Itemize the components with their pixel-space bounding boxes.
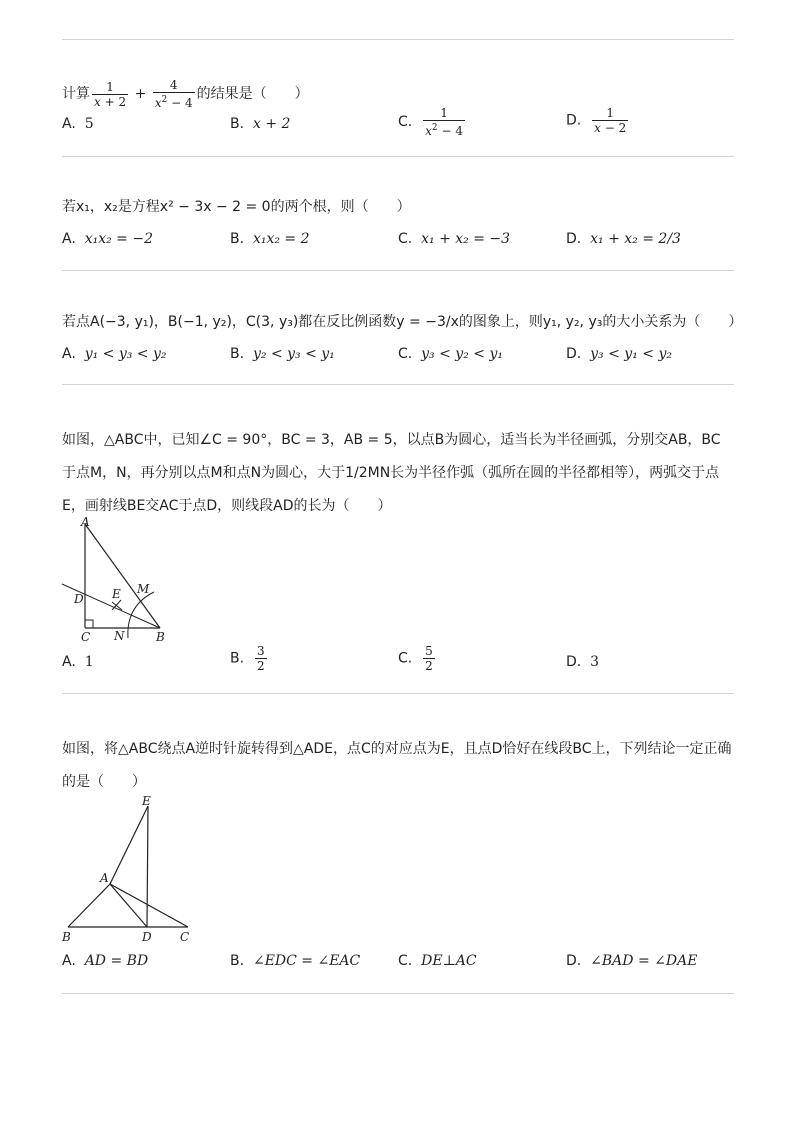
question-2-option-a[interactable]: A. x₁x₂ = −2 [62, 231, 153, 247]
question-5-option-c[interactable]: C. DE⊥AC [398, 953, 477, 969]
label-d: D [74, 592, 84, 606]
question-3-stem: 若点A(−3, y₁)，B(−1, y₂)，C(3, y₃)都在反比例函数y = −3/x的图象上，则y₁, y₂, y₃的大小关系为（ ） [62, 314, 743, 330]
question-3-option-a[interactable]: A. y₁ < y₃ < y₂ [62, 346, 167, 362]
label-b: B [156, 630, 165, 644]
question-4-figure [56, 514, 176, 644]
question-2-stem: 若x₁，x₂是方程x² − 3x − 2 = 0的两个根，则（ ） [62, 199, 411, 215]
question-2-option-d[interactable]: D. x₁ + x₂ = 2/3 [566, 231, 681, 247]
label-e: E [112, 587, 121, 601]
label-e: E [142, 794, 151, 808]
question-4-option-d[interactable]: D. 3 [566, 654, 600, 670]
question-5-option-a[interactable]: A. AD = BD [62, 953, 149, 969]
label-m: M [137, 582, 150, 596]
question-3-option-c[interactable]: C. y₃ < y₂ < y₁ [398, 346, 503, 362]
question-5-figure [58, 794, 198, 944]
separator-3 [62, 384, 734, 385]
question-5-stem: 如图，将△ABC绕点A逆时针旋转得到△ADE，点C的对应点为E，且点D恰好在线段BC上，下列结论一定正确的是（ ） [62, 741, 732, 790]
label-b: B [62, 930, 71, 944]
question-1-option-b[interactable]: B. x + 2 [230, 116, 291, 132]
fraction-1-over-x-plus-2: $\frac{1}{x + 2}$ [94, 79, 127, 109]
question-2-option-c[interactable]: C. x₁ + x₂ = −3 [398, 231, 511, 247]
separator-5 [62, 993, 734, 994]
question-4-option-a[interactable]: A. 1 [62, 654, 94, 670]
separator-top [62, 39, 734, 40]
question-1-stem: 计算 $\frac{1}{x + 2}$ + $\frac{4}{x^2 - 4}$ 的结果是（ ） [62, 78, 309, 110]
question-3-option-b[interactable]: B. y₂ < y₃ < y₁ [230, 346, 335, 362]
question-4-option-b[interactable]: B. $\frac{3}{2}$ [230, 644, 265, 673]
question-4-stem: 如图，△ABC中，已知∠C = 90°，BC = 3，AB = 5，以点B为圆心，适当长为半径画弧，分别交AB，BC于点M，N，再分别以点M和点N为圆心，大于1/2MN长为半径作弧（弧所在圆的半径都相等），两弧交于点E，画射线BE交AC于点D，则线段AD的长为（ ） [62, 432, 721, 514]
question-1-option-d[interactable]: D. $\frac{1}{x - 2}$ [566, 106, 627, 135]
option-b-fraction: $\frac{3}{2}$ [256, 644, 265, 673]
label-c: C [81, 630, 91, 644]
question-2-option-b[interactable]: B. x₁x₂ = 2 [230, 231, 310, 247]
label-c: C [180, 930, 190, 944]
separator-1 [62, 156, 734, 157]
question-1-suffix: 的结果是（ ） [196, 86, 309, 102]
question-5-option-d[interactable]: D. ∠BAD = ∠DAE [566, 953, 698, 969]
option-d-fraction: $\frac{1}{x - 2}$ [594, 106, 627, 135]
option-c-fraction: $\frac{1}{x^2 - 4}$ [425, 106, 463, 138]
question-1-option-c[interactable]: C. $\frac{1}{x^2 - 4}$ [398, 106, 463, 138]
label-n: N [114, 629, 125, 643]
separator-2 [62, 270, 734, 271]
label-a: A [81, 515, 90, 529]
separator-4 [62, 693, 734, 694]
label-a: A [100, 871, 109, 885]
question-5-option-b[interactable]: B. ∠EDC = ∠EAC [230, 953, 361, 969]
question-1-prefix: 计算 [62, 86, 90, 102]
fraction-4-over-x2-minus-4: $\frac{4}{x^2 - 4}$ [154, 78, 193, 110]
question-1-option-a[interactable]: A. 5 [62, 116, 94, 132]
option-c-fraction: $\frac{5}{2}$ [425, 644, 433, 673]
question-4-option-c[interactable]: C. $\frac{5}{2}$ [398, 644, 433, 673]
question-3-option-d[interactable]: D. y₃ < y₁ < y₂ [566, 346, 672, 362]
label-d: D [142, 930, 152, 944]
